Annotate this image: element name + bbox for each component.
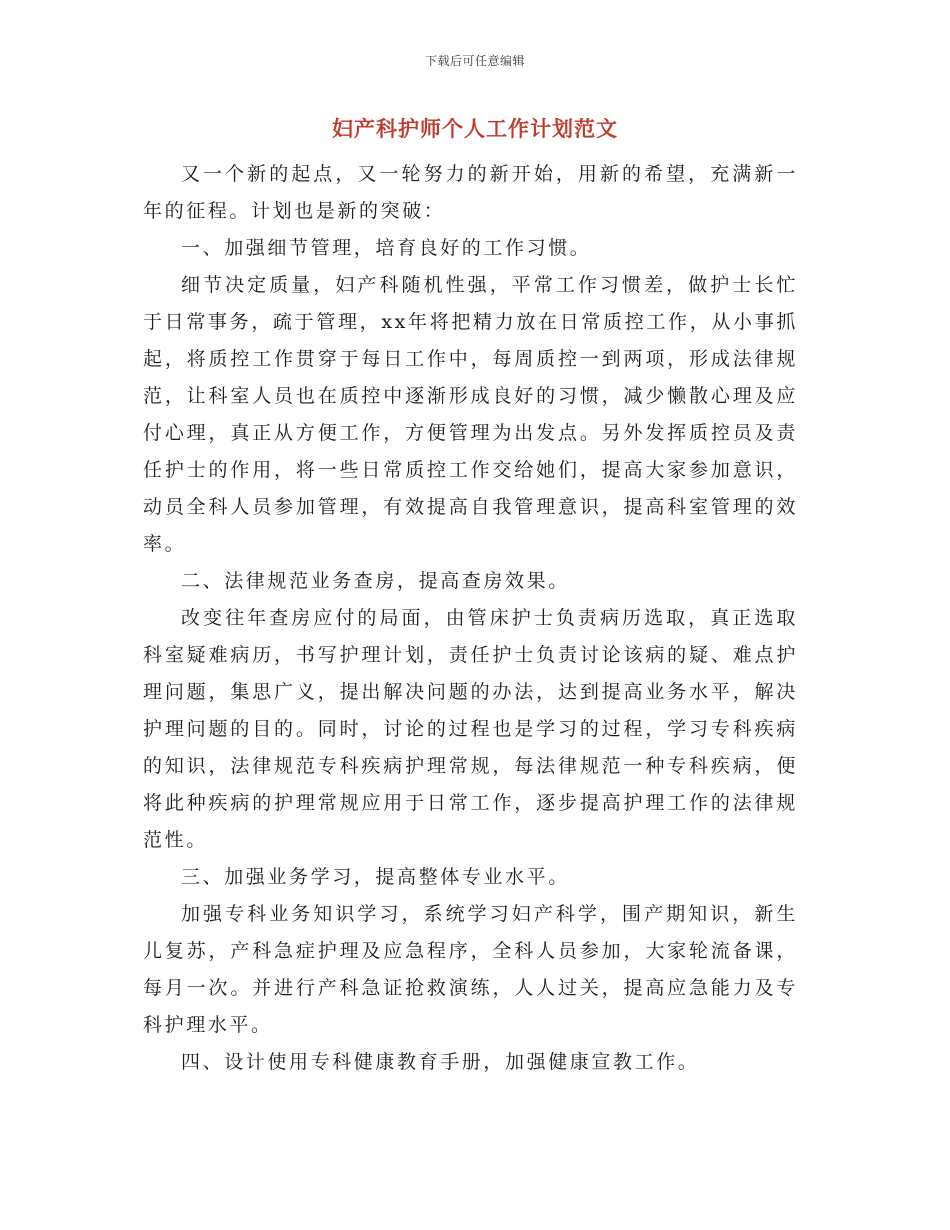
section-heading-1: 一、加强细节管理，培育良好的工作习惯。	[181, 237, 592, 259]
section-heading-4: 四、设计使用专科健康教育手册，加强健康宣教工作。	[181, 1051, 700, 1073]
section-paragraph-2: 改变往年查房应付的局面，由管床护士负责病历选取，真正选取科室疑难病历，书写护理计划，责任护士负责讨论该病的疑、难点护理问题，集思广义，提出解决问题的办法，达到提高业务水平，解决护理问题的目的。同时，讨论的过程也是学习的过程，学习专科疾病的知识，法律规范专科疾病护理常规，每法律规范一种专科疾病，便将此种疾病的护理常规应用于日常工作，逐步提高护理工作的法律规范性。	[143, 607, 798, 851]
section-paragraph-1: 细节决定质量，妇产科随机性强，平常工作习惯差，做护士长忙于日常事务，疏于管理，xx年将把精力放在日常质控工作，从小事抓起，将质控工作贯穿于每日工作中，每周质控一到两项，形成法律规范，让科室人员也在质控中逐渐形成良好的习惯，减少懒散心理及应付心理，真正从方便工作，方便管理为出发点。另外发挥质控员及责任护士的作用，将一些日常质控工作交给她们，提高大家参加意识，动员全科人员参加管理，有效提高自我管理意识，提高科室管理的效率。	[143, 274, 798, 555]
section-heading-3: 三、加强业务学习，提高整体专业水平。	[181, 866, 570, 888]
document-body	[143, 156, 798, 1081]
intro-paragraph: 又一个新的起点，又一轮努力的新开始，用新的希望，充满新一年的征程。计划也是新的突破：	[143, 163, 798, 222]
section-paragraph-3: 加强专科业务知识学习，系统学习妇产科学，围产期知识，新生儿复苏，产科急症护理及应急程序，全科人员参加，大家轮流备课，每月一次。并进行产科急证抢救演练，人人过关，提高应急能力及专科护理水平。	[143, 903, 798, 1036]
document-title: 妇产科护师个人工作计划范文	[332, 116, 618, 141]
header-note: 下载后可任意编辑	[424, 54, 525, 68]
section-heading-2: 二、法律规范业务查房，提高查房效果。	[181, 570, 570, 592]
